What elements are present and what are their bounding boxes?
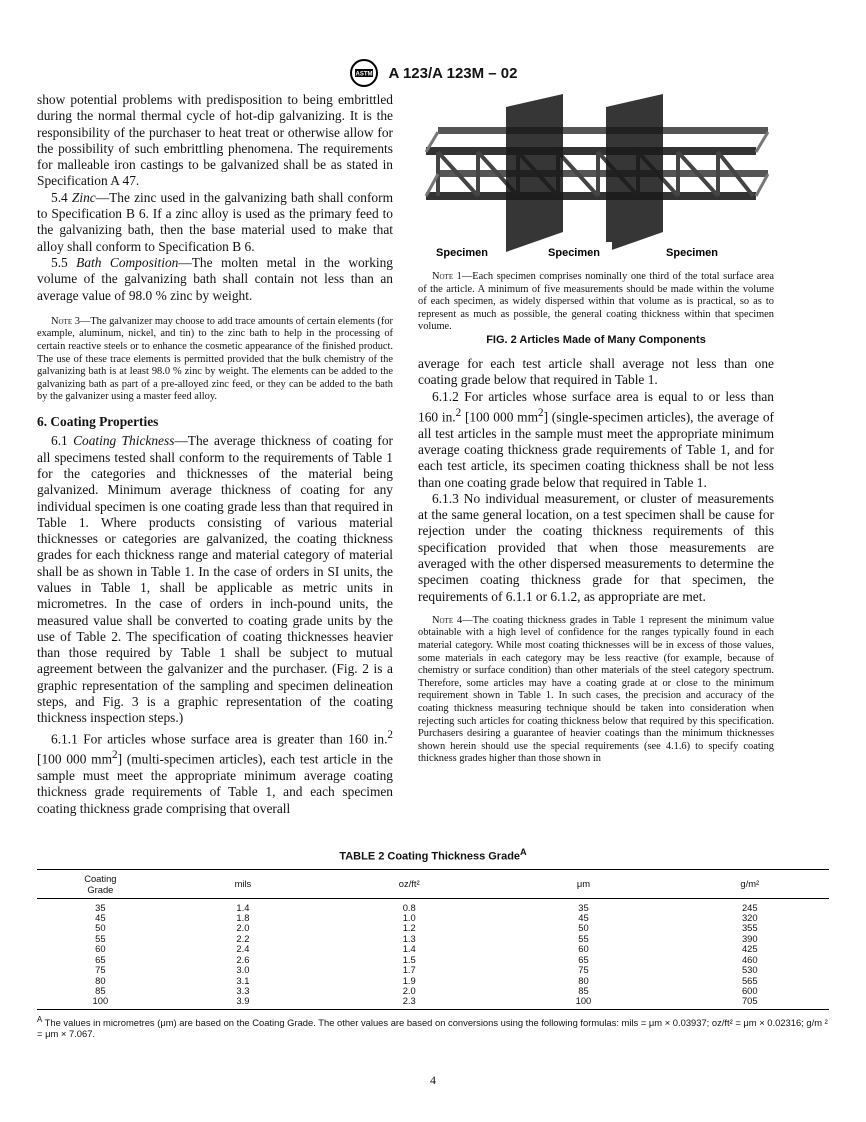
astm-logo-icon (349, 58, 379, 88)
table-cell: 355 (741, 922, 758, 934)
table-cell: 1.3 (402, 932, 416, 944)
paragraph-6-1-2: 6.1.2 For articles whose surface area is equal to or less than 160 in.$^2$ [100 000 $mm^2$] (single-specimen articles), the average of all test articles in the sample must meet the appropriate minimum average coating thickness grade requirements of Table 1, and for each test article, its specimen coating thickness shall be not less than one coating grade below that required in Table 1. (418, 388, 774, 490)
table-cell: 60 (578, 943, 589, 955)
table-cell: 565 (741, 974, 758, 986)
table-header-cell: g/m² (671, 869, 829, 898)
table-cell: 1.4 (402, 943, 416, 955)
paragraph-6-1-coating-thickness: 6.1 Coating Thickness—The average thickness of coating for all specimens tested shall conform to the requirements of Table 1 for the categories and thicknesses of the material being galvanized. Minimum average thickness of coating for any individual specimen is one coating grade less than that required in Table 1. Where products consisting of various material thicknesses or categories are galvanized, the coating thickness grades for each thickness range and material category of material shall be as shown in Table 1. In the case of orders in SI units, the values in Table 1, shall be applicable as metric units in micrometres. In the case of orders in inch-pound units, the measured value shall be converted to coating grade units by the use of Table 2. The specification of coating thicknesses heavier than those required by Table 1 shall be subject to mutual agreement between the galvanizer and the purchaser. (Fig. 2 is a graphic representation of the sampling and specimen delineation steps, and Fig. 3 is a graphic representation of the coating thickness inspection steps.) (37, 433, 393, 726)
table-cell: 1.2 (402, 922, 416, 934)
note-4: Note 4—The coating thickness grades in Table 1 represent the minimum value obtainable with a high level of confidence for the ranges typically found in each material category. While most coating thicknesses will be in excess of those values, some materials in each category may be less reactive (for example, because of chemistry or surface condition) than other materials of the steel category spectrum. Therefore, some articles may have a coating grade at or close to the minimum requirement shown in Table 1. In such cases, the precision and accuracy of the coating thickness measuring technique should be taken into consideration when rejecting such articles for coating thickness below that required by this specification. Purchasers desiring a guarantee of heavier coatings than the minimum thicknesses shown herein should use the special requirements (see 4.1.6) to specify coating thickness grades higher than those shown in (418, 614, 775, 765)
table-cell: 1.8 (236, 912, 250, 924)
table-cell: 1.9 (402, 974, 416, 986)
table-row (37, 996, 829, 1009)
table-cell: 2.6 (236, 953, 250, 965)
table-row (37, 913, 829, 923)
table-cell: 45 (578, 912, 589, 924)
table-footnote: $^A$ The values in micrometres (μm) are based on the Coating Grade. The other values are based on conversions using the following formulas: mils = μm × 0.03937; oz/ft² = μm × 0.02316; g/m ² = μm × 7.067. (37, 1014, 828, 1040)
table-cell: 530 (741, 964, 758, 976)
figure-2-truss-diagram (418, 92, 774, 267)
table-cell: 80 (578, 974, 589, 986)
left-column (37, 92, 393, 817)
table-cell: 3.0 (236, 964, 250, 976)
table-header-row (37, 869, 829, 898)
table-row (37, 944, 829, 954)
table-cell: 425 (741, 943, 758, 955)
table-cell: 2.0 (402, 984, 416, 996)
table-2-section (37, 847, 829, 1040)
table-row (37, 955, 829, 965)
table-cell: 55 (95, 932, 106, 944)
table-header-cell: oz/ft² (322, 869, 496, 898)
table-cell: 85 (95, 984, 106, 996)
table-cell: 1.7 (402, 964, 416, 976)
table-header-cell: Coating Grade (37, 869, 164, 898)
table-cell: 45 (95, 912, 106, 924)
table-cell: 2.4 (236, 943, 250, 955)
paragraph-continued: average for each test article shall average not less than one coating grade below that required in Table 1. (418, 355, 774, 388)
table-row (37, 934, 829, 944)
specimen-label-2: Specimen (548, 247, 600, 259)
table-cell: 390 (741, 932, 758, 944)
table-cell: 0.8 (402, 901, 416, 913)
table-cell: 65 (95, 953, 106, 965)
paragraph-5-4-zinc: 5.4 Zinc—The zinc used in the galvanizing bath shall conform to Specification B 6. If a zinc alloy is used as the primary feed to the galvanizing bath, then the base material used to make that alloy shall conform to Specification B 6. (37, 189, 393, 254)
table-cell: 85 (578, 984, 589, 996)
specimen-label-3: Specimen (666, 247, 718, 259)
document-title: A 123/A 123M – 02 (388, 64, 518, 82)
table-cell: 65 (578, 953, 589, 965)
table-header-cell: mils (164, 869, 322, 898)
table-cell: 320 (741, 912, 758, 924)
table-cell: 75 (578, 964, 589, 976)
table-header-cell: μm (496, 869, 670, 898)
table-cell: 2.0 (236, 922, 250, 934)
table-cell: 75 (95, 964, 106, 976)
figure-caption: FIG. 2 Articles Made of Many Components (486, 333, 706, 346)
page-number: 4 (430, 1073, 436, 1087)
paragraph-6-1-1: 6.1.1 For articles whose surface area is greater than 160 in.$^2$ [100 000 $mm^2$] (multi-specimen articles), each test article in the sample must meet the appropriate minimum average coating thickness grade requirements of Table 1, and each specimen coating thickness grade comprising that overall (37, 728, 393, 816)
table-cell: 2.3 (322, 996, 496, 1009)
table-cell: 2.2 (236, 932, 250, 944)
right-column (418, 92, 774, 766)
note-3: Note 3—The galvanizer may choose to add trace amounts of certain elements (for example, aluminum, nickel, and tin) to the zinc bath to help in the processing of certain reactive steels or to enhance the cosmetic appearance of the finished product. The use of these trace elements is permitted provided that the bulk chemistry of the galvanizing bath is at least 98.0 % zinc by weight. The elements can be added to the galvanizing bath as part of a pre-alloyed zinc feed, or they can be added to the bath by the galvanizer using a master feed alloy. (37, 315, 393, 403)
table-cell: 60 (95, 943, 106, 955)
table-cell: 100 (37, 996, 164, 1009)
table-row (37, 898, 829, 913)
table-title: TABLE 2 Coating Thickness Grade$^A$ (339, 847, 527, 863)
table-row (37, 965, 829, 975)
table-cell: 705 (671, 996, 829, 1009)
table-cell: 1.4 (236, 901, 250, 913)
specimen-label-1: Specimen (436, 247, 488, 259)
paragraph-6-1-3: 6.1.3 No individual measurement, or cluster of measurements at the same general location, on a test specimen shall be cause for rejection under the coating thickness requirements of this specification provided that when those measurements are averaged with the other dispersed measurements to determine the specimen coating thickness grade for that specimen, the requirements of 6.1.1 or 6.1.2, as appropriate are met. (418, 490, 774, 604)
table-cell: 3.9 (164, 996, 322, 1009)
table-cell: 1.5 (402, 953, 416, 965)
coating-thickness-grade-table (37, 869, 829, 1010)
table-cell: 460 (741, 953, 758, 965)
table-cell: 1.0 (402, 912, 416, 924)
table-row (37, 976, 829, 986)
table-cell: 35 (95, 901, 106, 913)
table-row (37, 986, 829, 996)
table-cell: 3.3 (236, 984, 250, 996)
paragraph-embrittlement: show potential problems with predisposition to being embrittled during the normal thermal cycle of hot-dip galvanizing. It is the responsibility of the purchaser to heat treat or otherwise allow for the possibility of such embrittling phenomena. The requirements for malleable iron castings to be galvanized shall be as stated in Specification A 47. (37, 92, 393, 189)
table-cell: 600 (741, 984, 758, 996)
table-row (37, 923, 829, 933)
table-cell: 100 (496, 996, 670, 1009)
page-header (0, 58, 866, 88)
svg-text:ASTM: ASTM (355, 71, 373, 78)
section-heading-coating-properties: 6. Coating Properties (37, 414, 159, 430)
table-cell: 3.1 (236, 974, 250, 986)
table-cell: 55 (578, 932, 589, 944)
table-cell: 50 (578, 922, 589, 934)
note-1: Note 1—Each specimen comprises nominally one third of the total surface area of the article. A minimum of five measurements should be made within the volume of each specimen, as widely dispersed within that volume as is practical, so as to represent as much as possible, the general coating thickness within that specimen volume. (418, 271, 775, 333)
truss-illustration (418, 92, 774, 267)
table-cell: 80 (95, 974, 106, 986)
table-cell: 35 (578, 901, 589, 913)
table-cell: 50 (95, 922, 106, 934)
table-cell: 245 (741, 901, 758, 913)
paragraph-5-5-bath-composition: 5.5 Bath Composition—The molten metal in the working volume of the galvanizing bath shall contain not less than an average value of 98.0 % zinc by weight. (37, 254, 393, 303)
